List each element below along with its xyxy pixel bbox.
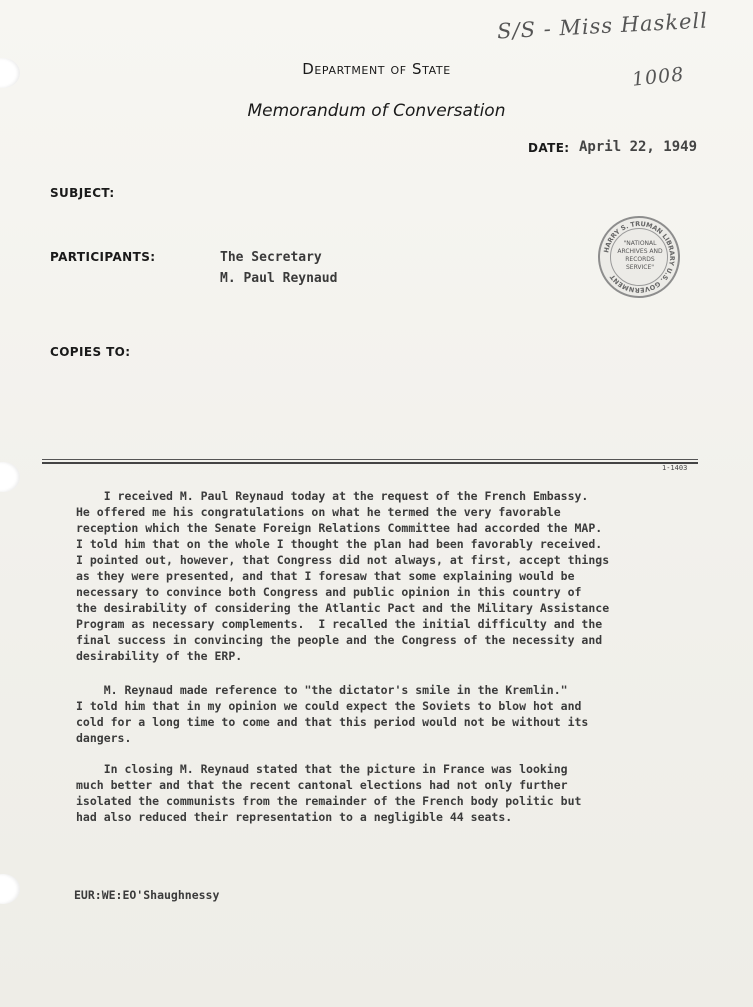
- body-paragraph: M. Reynaud made reference to "the dictator's smile in the Kremlin." I told him that in my opinion we could expect the Soviets to blow hot and cold for a long time to come and that this period would not be without its dangers.: [76, 683, 589, 745]
- participant-reynaud: M. Paul Reynaud: [220, 271, 338, 286]
- form-number: 1-1403: [662, 464, 688, 472]
- subject-label: SUBJECT:: [50, 186, 115, 200]
- divider-thin: [42, 459, 698, 460]
- stamp-outer-text: HARRY S. TRUMAN LIBRARY U.S. GOVERNMENT: [602, 219, 677, 295]
- body-paragraph: In closing M. Reynaud stated that the picture in France was looking much better and that the recent cantonal elections had not only further isolated the communists from the remainder of the French body politic but had also reduced their representation to a negligible 44 seats.: [76, 762, 582, 824]
- participants-label: PARTICIPANTS:: [50, 250, 156, 264]
- participant-secretary: The Secretary: [220, 250, 322, 265]
- department-heading: Department of State: [302, 60, 451, 78]
- date-label: DATE:: [528, 141, 570, 155]
- stamp-center-text: "NATIONAL ARCHIVES AND RECORDS SERVICE": [617, 240, 663, 271]
- handwritten-number: 1008: [630, 63, 686, 91]
- punch-hole: [0, 462, 20, 492]
- punch-hole: [0, 874, 20, 904]
- handwritten-routing-note: S/S - Miss Haskell: [496, 8, 709, 44]
- copies-to-label: COPIES TO:: [50, 345, 131, 359]
- divider-thick: [42, 462, 698, 464]
- body-paragraph: I received M. Paul Reynaud today at the request of the French Embassy. He offered me his congratulations on what he termed the very favorable reception which the Senate Foreign Relations Committee had accorded the MAP. I told him that on the whole I thought the plan had been favorably received. I pointed out, however, that Congress did not always, at first, accept things as they were presented, and that I foresaw that some explaining would be necessary to convince both Congress and public opinion in this country of the desirability of considering the Atlantic Pact and the Military Assistance Program as necessary complements. I recalled the initial difficulty and the final success in convincing the people and the Congress of the necessity and desirability of the ERP.: [76, 489, 610, 663]
- date-value: April 22, 1949: [579, 139, 698, 155]
- archive-stamp: [598, 216, 680, 298]
- drafter-signoff: EUR:WE:EO'Shaughnessy: [74, 888, 220, 902]
- memo-title: Memorandum of Conversation: [247, 101, 506, 121]
